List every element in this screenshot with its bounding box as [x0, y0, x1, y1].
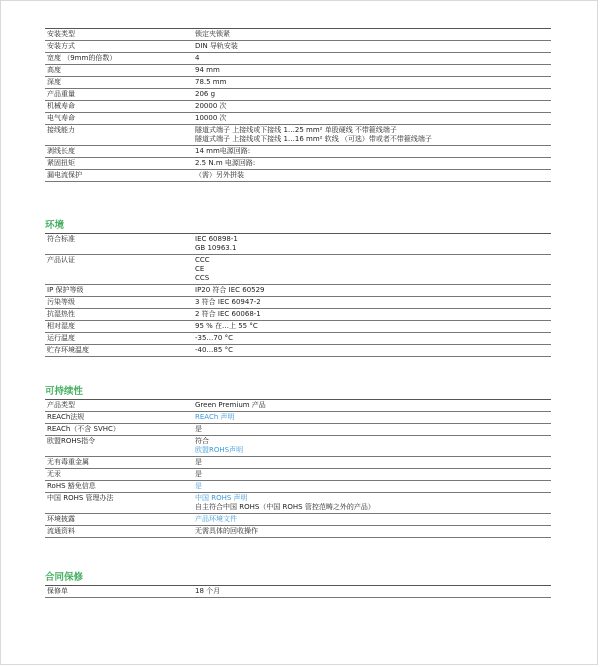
- spec-value-line: 206 g: [195, 90, 216, 98]
- table-row: [45, 514, 551, 526]
- table-row: [45, 586, 551, 598]
- spec-label: 运行温度: [47, 334, 75, 342]
- table-row: [45, 113, 551, 125]
- spec-value: [195, 125, 551, 145]
- spec-value-line: 10000 次: [195, 114, 227, 122]
- spec-value: [195, 321, 551, 332]
- table-row: [45, 125, 551, 146]
- spec-label: REACh（不含 SVHC）: [47, 425, 120, 433]
- spec-label: 贮存环境温度: [47, 346, 89, 354]
- spec-value-line: 符合: [195, 437, 209, 445]
- table-row: [45, 29, 551, 41]
- table-row: [45, 158, 551, 170]
- spec-value: [195, 146, 551, 157]
- spec-value: [195, 53, 551, 64]
- section-title: 环境: [45, 220, 65, 231]
- spec-value: [195, 493, 551, 513]
- spec-value-line: 78.5 mm: [195, 78, 227, 86]
- section-title: 可持续性: [45, 386, 84, 397]
- spec-value: [195, 158, 551, 169]
- spec-value: [195, 113, 551, 124]
- table-row: [45, 481, 551, 493]
- spec-value-line: GB 10963.1: [195, 244, 237, 252]
- section-general: [45, 28, 551, 182]
- spec-value: [195, 170, 551, 181]
- spec-label: IP 保护等级: [47, 286, 84, 294]
- section-warranty: [45, 571, 551, 598]
- table-row: [45, 255, 551, 285]
- table-row: [45, 77, 551, 89]
- table-row: [45, 321, 551, 333]
- spec-label: 无汞: [47, 470, 61, 478]
- spec-label: 产品认证: [47, 256, 75, 264]
- spec-label: 相对湿度: [47, 322, 75, 330]
- spec-value-link[interactable]: 产品环境文件: [195, 515, 237, 523]
- spec-label: REACh法规: [47, 413, 85, 421]
- spec-label: 安装类型: [47, 30, 75, 38]
- spec-value-link[interactable]: 欧盟ROHS声明: [195, 446, 244, 454]
- section-environment: [45, 219, 551, 357]
- table-row: [45, 469, 551, 481]
- table-row: [45, 234, 551, 255]
- table-row: [45, 436, 551, 457]
- spec-value: [195, 234, 551, 254]
- spec-value: [195, 481, 551, 492]
- spec-table: [45, 585, 551, 598]
- spec-value: [195, 514, 551, 525]
- spec-value-line: IEC 60898-1: [195, 235, 238, 243]
- spec-value-line: 14 mm电源回路:: [195, 147, 251, 155]
- table-row: [45, 53, 551, 65]
- spec-value-line: 2 符合 IEC 60068-1: [195, 310, 261, 318]
- spec-value-line: CCS: [195, 274, 210, 282]
- table-row: [45, 41, 551, 53]
- section-title: 合同保修: [45, 572, 84, 583]
- spec-label: 符合标准: [47, 235, 75, 243]
- spec-value: [195, 469, 551, 480]
- table-row: [45, 65, 551, 77]
- section-sustainability: [45, 385, 551, 538]
- spec-value-line: 是: [195, 458, 202, 466]
- spec-value: [195, 297, 551, 308]
- spec-value: [195, 77, 551, 88]
- spec-value: [195, 285, 551, 296]
- spec-label: 剥线长度: [47, 147, 75, 155]
- spec-label: 产品重量: [47, 90, 75, 98]
- table-row: [45, 412, 551, 424]
- spec-value-line: 锁定夹锁紧: [195, 30, 230, 38]
- spec-value-line: 95 % 在…上 55 °C: [195, 322, 258, 330]
- spec-value-line: 3 符合 IEC 60947-2: [195, 298, 261, 306]
- table-row: [45, 297, 551, 309]
- table-row: [45, 89, 551, 101]
- spec-label: 深度: [47, 78, 61, 86]
- spec-value-line: 2.5 N.m 电源回路:: [195, 159, 256, 167]
- spec-value-line: 18 个月: [195, 587, 221, 595]
- spec-value-line: CCC: [195, 256, 210, 264]
- spec-label: 接线能力: [47, 126, 75, 134]
- spec-label: 机械寿命: [47, 102, 75, 110]
- spec-value-link[interactable]: REACh 声明: [195, 413, 235, 421]
- spec-value-line: （需）另外拼装: [195, 171, 244, 179]
- spec-value-link[interactable]: 是: [195, 482, 202, 490]
- spec-value-line: 隧道式端子 上接线或下接线 1…16 mm² 软线 （可选）带或者不带箍线端子: [195, 135, 432, 143]
- spec-value: [195, 586, 551, 597]
- table-row: [45, 424, 551, 436]
- spec-value-line: 隧道式端子 上接线或下接线 1…25 mm² 单股硬线 不带箍线端子: [195, 126, 397, 134]
- spec-label: 环境披露: [47, 515, 75, 523]
- table-row: [45, 345, 551, 357]
- spec-value: [195, 89, 551, 100]
- table-row: [45, 146, 551, 158]
- spec-value-line: 无需具体的回收操作: [195, 527, 258, 535]
- spec-value-line: 自主符合中国 ROHS（中国 ROHS 管控范畴之外的产品）: [195, 503, 375, 511]
- spec-value: [195, 526, 551, 537]
- spec-value-line: 是: [195, 470, 202, 478]
- spec-label: 高度: [47, 66, 61, 74]
- spec-value: [195, 412, 551, 423]
- spec-value: [195, 29, 551, 40]
- table-row: [45, 170, 551, 182]
- spec-value-line: 20000 次: [195, 102, 227, 110]
- spec-value: [195, 65, 551, 76]
- spec-value-line: -40…85 °C: [195, 346, 233, 354]
- spec-table: [45, 233, 551, 357]
- spec-value: [195, 255, 551, 284]
- table-row: [45, 333, 551, 345]
- table-row: [45, 309, 551, 321]
- spec-value-line: CE: [195, 265, 205, 273]
- spec-value-line: IP20 符合 IEC 60529: [195, 286, 265, 294]
- spec-table: [45, 28, 551, 182]
- table-row: [45, 457, 551, 469]
- spec-value: [195, 41, 551, 52]
- spec-value: [195, 424, 551, 435]
- spec-value-line: 是: [195, 425, 202, 433]
- spec-value-line: 4: [195, 54, 200, 62]
- spec-label: RoHS 豁免信息: [47, 482, 96, 490]
- spec-label: 宽度 （9mm的倍数）: [47, 54, 117, 62]
- table-row: [45, 285, 551, 297]
- spec-table: [45, 399, 551, 538]
- spec-value: [195, 333, 551, 344]
- spec-label: 产品类型: [47, 401, 75, 409]
- spec-value: [195, 345, 551, 356]
- spec-label: 电气寿命: [47, 114, 75, 122]
- spec-label: 中国 ROHS 管理办法: [47, 494, 114, 502]
- spec-label: 漏电流保护: [47, 171, 82, 179]
- table-row: [45, 101, 551, 113]
- spec-value-line: 94 mm: [195, 66, 220, 74]
- table-row: [45, 493, 551, 514]
- spec-value-line: DIN 导轨安装: [195, 42, 238, 50]
- spec-value: [195, 400, 551, 411]
- spec-label: 污染等级: [47, 298, 75, 306]
- spec-value-line: -35…70 °C: [195, 334, 233, 342]
- spec-label: 无有毒重金属: [47, 458, 89, 466]
- spec-label: 欧盟ROHS指令: [47, 437, 96, 445]
- spec-value: [195, 309, 551, 320]
- spec-value: [195, 101, 551, 112]
- spec-label: 抗湿热性: [47, 310, 75, 318]
- spec-value: [195, 436, 551, 456]
- spec-label: 安装方式: [47, 42, 75, 50]
- table-row: [45, 526, 551, 538]
- spec-label: 紧固扭矩: [47, 159, 75, 167]
- spec-value-line: Green Premium 产品: [195, 401, 266, 409]
- spec-value-link[interactable]: 中国 ROHS 声明: [195, 494, 248, 502]
- table-row: [45, 400, 551, 412]
- spec-label: 流通资料: [47, 527, 75, 535]
- spec-value: [195, 457, 551, 468]
- spec-label: 保修单: [47, 587, 68, 595]
